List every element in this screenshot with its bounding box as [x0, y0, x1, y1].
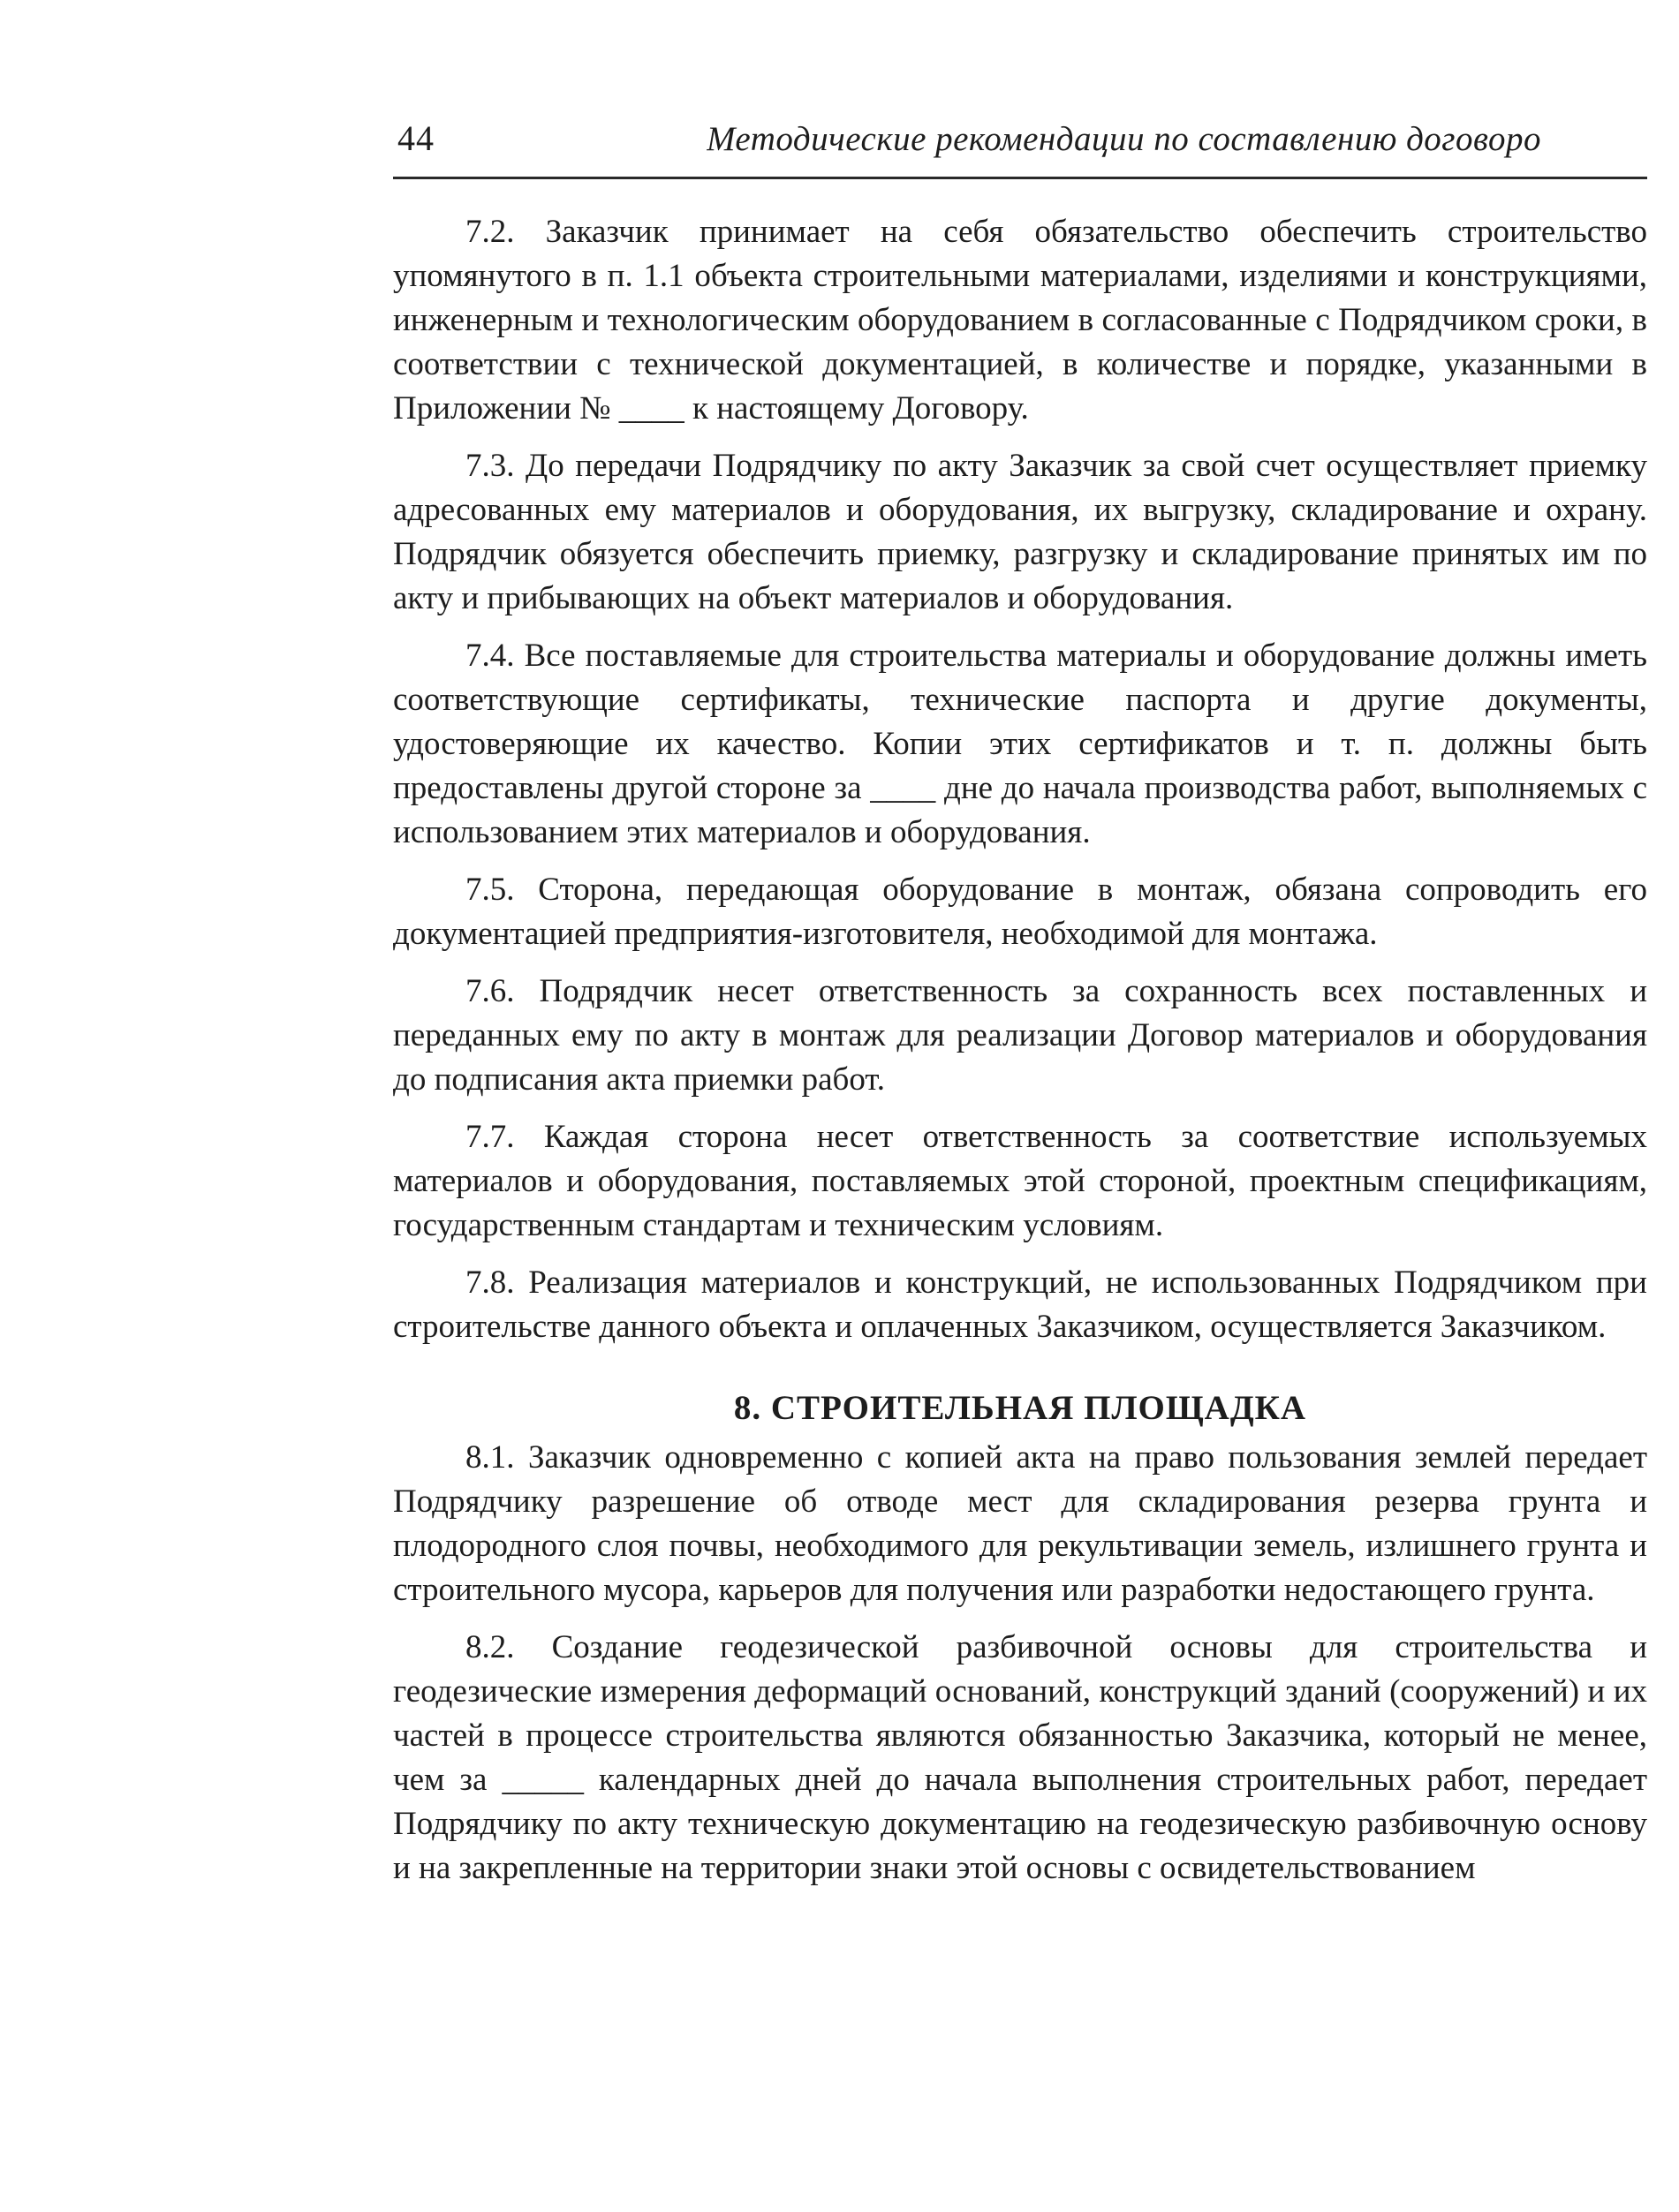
- body-text: [393, 210, 1647, 1904]
- section-8-heading: 8. СТРОИТЕЛЬНАЯ ПЛОЩАДКА: [733, 1389, 1307, 1427]
- paragraph-7-4: 7.4. Все поставляемые для строительства материалы и оборудование должны иметь соответствующие сертификаты, технические паспорта и другие документы, удостоверяющие их качество. Копии этих сертификатов и т. п. должны быть предоставлены другой стороне за ____ дне до начала производства работ, выполняемых с использованием этих материалов и оборудования.: [393, 638, 1647, 850]
- paragraph-8-1: 8.1. Заказчик одновременно с копией акта на право пользования землей передает Подрядчику разрешение об отводе мест для складирования резерва грунта и плодородного слоя почвы, необходимого для рекультивации земель, излишнего грунта и строительного мусора, карьеров для получения или разработки недостающего грунта.: [393, 1439, 1647, 1608]
- page-number: 44: [397, 118, 435, 158]
- paragraph-7-7: 7.7. Каждая сторона несет ответственность за соответствие используемых материалов и оборудования, поставляемых этой стороной, проектным спецификациям, государственным стандартам и техническим условиям.: [393, 1119, 1647, 1243]
- running-title: Методические рекомендации по составлению договоро: [707, 120, 1541, 158]
- paragraph-7-6: 7.6. Подрядчик несет ответственность за сохранность всех поставленных и переданных ему по акту в монтаж для реализации Договор материалов и оборудования до подписания акта приемки работ.: [393, 973, 1647, 1098]
- paragraph-7-8: 7.8. Реализация материалов и конструкций, не использованных Подрядчиком при строительстве данного объекта и оплаченных Заказчиком, осуществляется Заказчиком.: [393, 1265, 1647, 1345]
- paragraph-7-3: 7.3. До передачи Подрядчику по акту Заказчик за свой счет осуществляет приемку адресованных ему материалов и оборудования, их выгрузку, складирование и охрану. Подрядчик обязуется обеспечить приемку, разгрузку и складирование принятых им по акту и прибывающих на объект материалов и оборудования.: [393, 448, 1647, 616]
- paragraph-7-2: 7.2. Заказчик принимает на себя обязательство обеспечить строительство упомянутого в п. 1.1 объекта строительными материалами, изделиями и конструкциями, инженерным и технологическим оборудованием в согласованные с Подрядчиком сроки, в соответствии с технической документацией, в количестве и порядке, указанными в Приложении № ____ к настоящему Договору.: [393, 214, 1647, 427]
- header-rule: [393, 177, 1647, 179]
- paragraph-8-2: 8.2. Создание геодезической разбивочной основы для строительства и геодезические измерения деформаций оснований, конструкций зданий (сооружений) и их частей в процессе строительства являются обязанностью Заказчика, который не менее, чем за _____ календарных дней до начала выполнения строительных работ, передает Подрядчику по акту техническую документацию на геодезическую разбивочную основу и на закрепленные на территории знаки этой основы с освидетельствованием: [393, 1629, 1647, 1886]
- paragraph-7-5: 7.5. Сторона, передающая оборудование в монтаж, обязана сопроводить его документацией предприятия-изготовителя, необходимой для монтажа.: [393, 872, 1647, 952]
